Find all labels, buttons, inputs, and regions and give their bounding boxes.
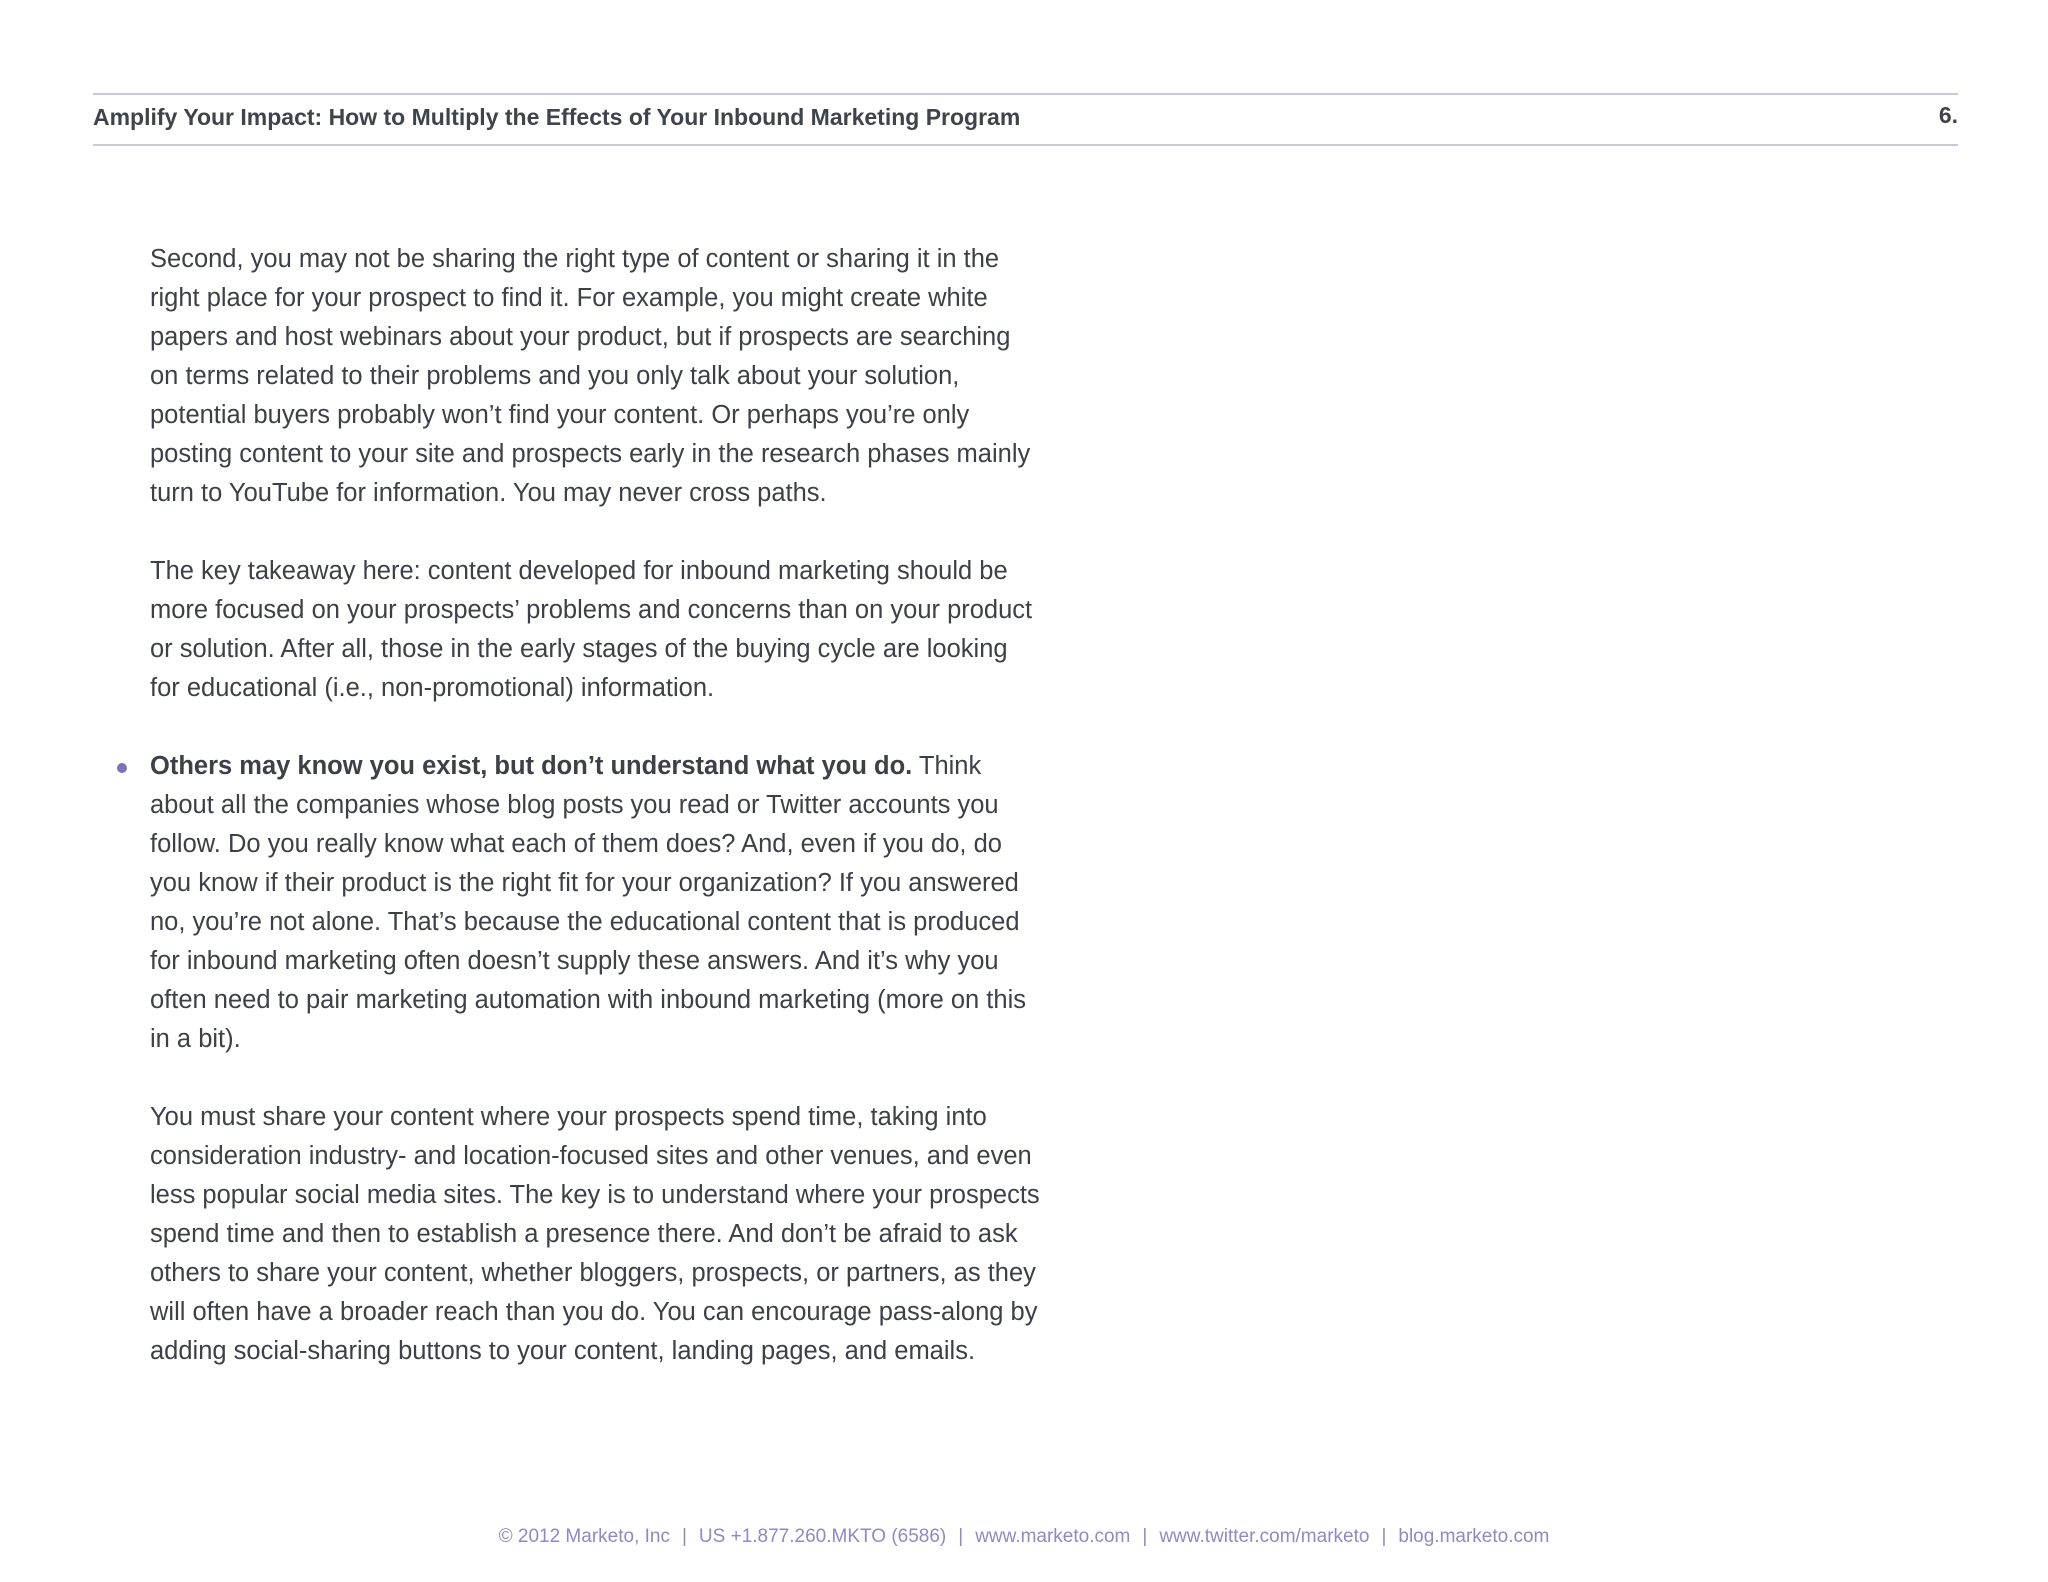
footer-separator: | bbox=[1381, 1526, 1387, 1547]
footer-separator: | bbox=[958, 1526, 964, 1547]
footer-copyright: © 2012 Marketo, Inc bbox=[498, 1526, 670, 1547]
page-number: 6. bbox=[1938, 102, 1958, 128]
paragraph-content-type: Second, you may not be sharing the right type of content or sharing it in the right place for your prospect to find it. For example, you might create white papers and host webinars about your product, but if prospects are searching on terms related to their problems and you only talk about your solution, potential buyers probably won’t find your content. Or perhaps you’re only posting content to your site and prospects early in the research phases mainly turn to YouTube for information. You may never cross paths. bbox=[150, 245, 1031, 507]
bullet-body-text: Think about all the companies whose blog posts you read or Twitter accounts you follow. Do you really know what each of them does? And, even if you do, do you know if their product is the right fit for your organization? If you answered no, you’re not alone. That’s because the educational content that is produced for inbound marketing often doesn’t supply these answers. And it’s why you often need to pair marketing automation with inbound marketing (more on this in a bit). bbox=[150, 752, 1026, 1053]
bullet-item bbox=[150, 747, 1040, 1059]
header-bottom-rule bbox=[93, 144, 1958, 146]
footer-blog-link[interactable]: blog.marketo.com bbox=[1398, 1526, 1550, 1547]
footer-separator: | bbox=[681, 1526, 687, 1547]
paragraph-key-takeaway: The key takeaway here: content developed for inbound marketing should be more focused on your prospects’ problems and concerns than on your product or solution. After all, those in the early stages of the buying cycle are looking for educational (i.e., non-promotional) information. bbox=[150, 557, 1033, 702]
body-content bbox=[150, 240, 1040, 1410]
footer-website-link[interactable]: www.marketo.com bbox=[975, 1526, 1131, 1547]
bullet-lead-text: Others may know you exist, but don’t understand what you do. bbox=[150, 752, 913, 780]
bullet-dot-icon bbox=[117, 763, 127, 773]
document-title: Amplify Your Impact: How to Multiply the Effects of Your Inbound Marketing Program bbox=[93, 104, 1021, 130]
footer-separator: | bbox=[1142, 1526, 1148, 1547]
footer-phone: US +1.877.260.MKTO (6586) bbox=[698, 1526, 947, 1547]
page-footer bbox=[0, 1526, 2048, 1548]
header-top-rule bbox=[93, 93, 1958, 95]
footer-twitter-link[interactable]: www.twitter.com/marketo bbox=[1159, 1526, 1370, 1547]
paragraph-share-content: You must share your content where your prospects spend time, taking into consideration industry- and location-focused sites and other venues, and even less popular social media sites. The key is to understand where your prospects spend time and then to establish a presence there. And don’t be afraid to ask others to share your content, whether bloggers, prospects, or partners, as they will often have a broader reach than you do. You can encourage pass-along by adding social-sharing buttons to your content, landing pages, and emails. bbox=[150, 1103, 1040, 1365]
